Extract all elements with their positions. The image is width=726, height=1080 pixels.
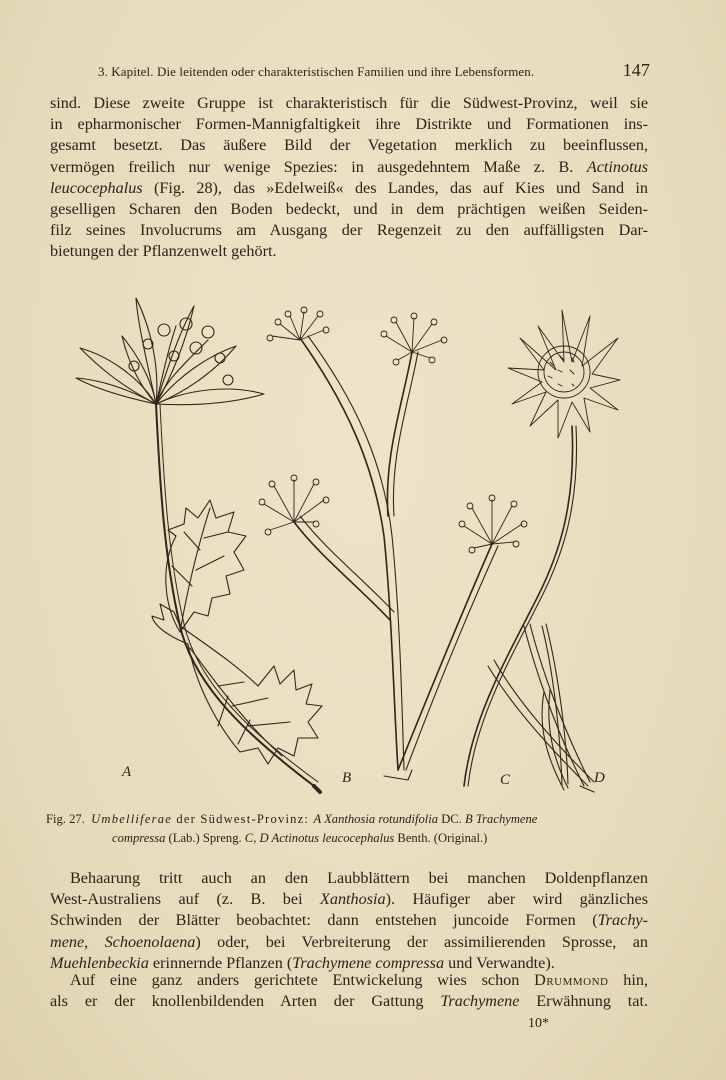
plant-b-trachymene: [259, 307, 527, 780]
text-span: als er der knollenbildenden Arten der Gattung: [50, 992, 441, 1011]
text-span: DC.: [438, 812, 465, 826]
text-span: Schwinden der Blätter beobachtet: dann entstehen juncoide Formen (: [50, 911, 598, 930]
text-line: [50, 157, 648, 178]
text-span: vermögen freilich nur wenige Spezies: in ausgedehntem Maße z. B.: [50, 157, 587, 176]
genus-name: Xanthosia: [319, 890, 386, 909]
paragraph-3: [50, 970, 648, 1012]
caption-line: [46, 829, 642, 848]
text-line: [50, 910, 648, 931]
text-span: ). Häufiger aber wird gänzliches: [385, 890, 648, 909]
plant-illustration: [68, 286, 638, 798]
text-line: sind. Diese zweite Gruppe ist charakteristisch für die Südwest-Provinz, weil sie: [50, 94, 648, 112]
species-name: compressa: [112, 831, 166, 845]
text-line: [50, 178, 648, 199]
running-title: 3. Kapitel. Die leitenden oder charakteristischen Familien und ihre Lebensformen.: [98, 64, 535, 79]
text-line: geselligen Scharen den Boden bedeckt, und in dem prächtigen weißen Seiden-: [50, 200, 648, 219]
text-line: [50, 970, 648, 991]
text-span: ) oder, bei Verbreiterung der assimilierenden Sprosse, an: [195, 932, 648, 951]
text-line: in epharmonischer Formen-Mannigfaltigkeit ihre Distrikte und Formationen ins-: [50, 115, 648, 134]
figure-label-c: C: [500, 772, 511, 788]
genus-name: Muehlenbeckia: [50, 953, 149, 972]
page-number: 147: [622, 60, 650, 80]
species-name: C, D Actinotus leucocephalus: [244, 831, 395, 845]
figure-number: Fig. 27.: [46, 812, 85, 826]
figure-label-d: D: [594, 770, 605, 786]
text-line: [50, 889, 648, 910]
text-span: und Verwandte).: [444, 953, 555, 972]
text-span: Erwähnung tat.: [519, 992, 648, 1011]
figure-label-b: B: [342, 770, 352, 786]
paragraph-1: [50, 93, 648, 263]
genus-name: Trachy-: [597, 911, 648, 930]
text-span: ,: [84, 932, 105, 951]
species-name: Trachymene compressa: [292, 953, 445, 972]
text-line: gesamt besetzt. Das äußere Bild der Vegetation merklich zu beeinflussen,: [50, 136, 648, 155]
genus-name: Schoenolaena: [104, 932, 196, 951]
text-span: hin,: [608, 971, 648, 989]
text-line: filz seines Involucrums am Ausgang der Regenzeit zu den auffälligsten Dar-: [50, 221, 648, 240]
author-name: Drummond: [534, 971, 609, 989]
caption-line: [46, 810, 642, 829]
plant-c-d-actinotus: [464, 310, 620, 792]
species-name: B Trachymene: [465, 812, 538, 826]
family-name: Umbelliferae: [91, 812, 172, 826]
species-name: leucocephalus: [50, 178, 143, 197]
text-span: der Südwest-Provinz:: [172, 812, 314, 826]
text-line: [50, 991, 648, 1012]
text-span: West-Australiens auf (z. B. bei: [50, 890, 320, 909]
text-line: Behaarung tritt auch an den Laubblättern bei manchen Doldenpflanzen: [70, 869, 648, 887]
running-header: [98, 60, 650, 80]
species-name: A Xanthosia rotundifolia: [313, 812, 439, 826]
text-span: (Fig. 28), das »Edelweiß« des Landes, das auf Kies und Sand in: [142, 178, 648, 197]
genus-name: Trachymene: [440, 992, 520, 1011]
printer-signature: 10*: [528, 1016, 549, 1031]
figure-caption: [46, 810, 642, 848]
figure-label-a: A: [122, 764, 132, 780]
species-name: Actinotus: [586, 157, 648, 176]
genus-name: mene: [50, 932, 85, 951]
text-span: Auf eine ganz anders gerichtete Entwickelung wies schon: [70, 971, 535, 989]
paragraph-2: [50, 868, 648, 974]
text-span: Benth. (Original.): [394, 831, 488, 845]
plant-a-xanthosia: [76, 298, 322, 792]
text-line: [50, 932, 648, 953]
text-span: erinnernde Pflanzen (: [148, 953, 293, 972]
text-line: bietungen der Pflanzenwelt gehört.: [50, 242, 277, 261]
text-span: (Lab.) Spreng.: [165, 831, 245, 845]
botanical-figure: [68, 286, 638, 798]
